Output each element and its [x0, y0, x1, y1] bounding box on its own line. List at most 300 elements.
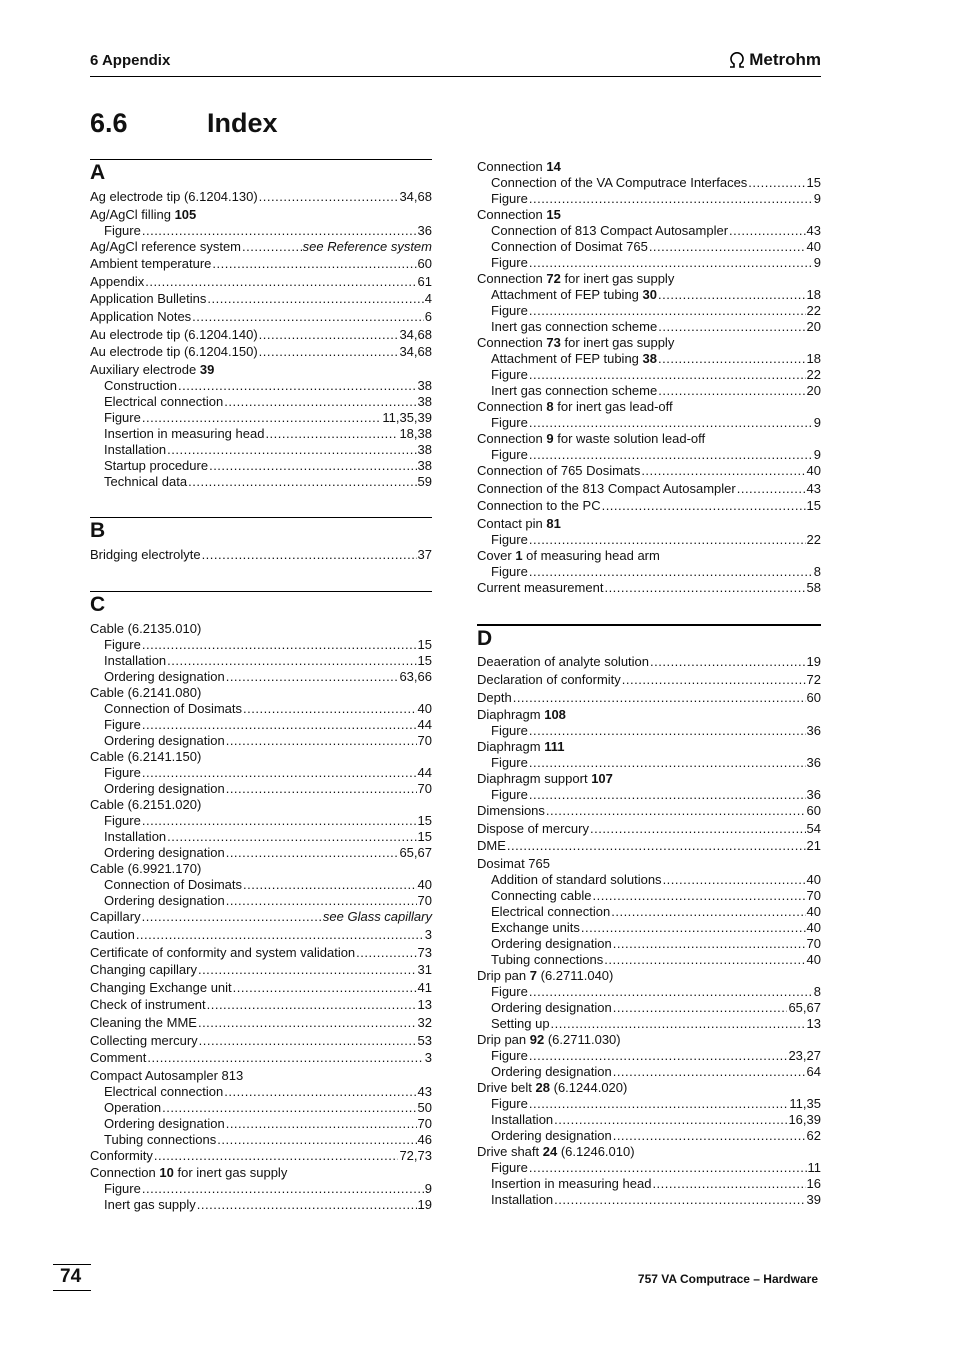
- entry-term: Setting up: [491, 1015, 550, 1031]
- letter-section: [90, 159, 432, 489]
- index-entry: [477, 672, 821, 688]
- entry-label: [491, 936, 612, 952]
- item-number: 10: [159, 1165, 174, 1181]
- index-entry: [90, 327, 432, 343]
- entry-label: [104, 426, 264, 442]
- index-subentry: [104, 829, 432, 845]
- entry-term: Figure: [491, 723, 528, 739]
- entry-label: [491, 984, 528, 1000]
- page-reference: 44: [417, 717, 432, 733]
- index-subentry: [491, 447, 821, 463]
- entry-term: Ag/AgCl reference system: [90, 238, 242, 254]
- dot-leader: [592, 888, 805, 904]
- dot-leader: [581, 920, 806, 936]
- dot-leader: [554, 1112, 787, 1128]
- entry-label: [104, 717, 141, 733]
- entry-term: Insertion in measuring head: [491, 1175, 652, 1191]
- entry-term: Figure: [104, 765, 141, 781]
- page-reference: 21: [806, 838, 821, 854]
- entry-label: [90, 685, 201, 701]
- entry-label: [477, 739, 564, 755]
- dot-leader: [529, 1048, 788, 1064]
- index-subentry: [491, 351, 821, 367]
- page-reference: 20: [806, 319, 821, 334]
- entry-label: [90, 189, 258, 205]
- item-number: 73: [546, 335, 561, 350]
- entry-term: Ordering designation: [491, 1127, 612, 1143]
- index-subentry: [491, 367, 821, 383]
- item-number: 1: [515, 547, 523, 563]
- entry-qualifier: of measuring head arm: [522, 547, 660, 563]
- entry-label: [491, 1096, 528, 1112]
- entry-term: Ambient temperature: [90, 256, 212, 272]
- entry-label: [477, 968, 613, 984]
- entry-label: [104, 701, 242, 717]
- entry-term: Dispose of mercury: [477, 820, 589, 836]
- entry-label: [104, 765, 141, 781]
- entry-label: [104, 1100, 161, 1116]
- page-reference: 39: [806, 1191, 821, 1207]
- entry-term: Exchange units: [491, 919, 580, 935]
- dot-leader: [224, 1084, 416, 1100]
- dot-leader: [529, 415, 813, 431]
- entry-term: Figure: [491, 983, 528, 999]
- entry-term: Inert gas supply: [104, 1197, 196, 1213]
- index-subentry: [491, 287, 821, 303]
- entry-term: Application Bulletins: [90, 291, 207, 307]
- page-reference: 40: [806, 919, 821, 935]
- dot-leader: [613, 1128, 806, 1144]
- entry-term: Ordering designation: [104, 733, 225, 749]
- page-reference: 70: [417, 1115, 432, 1131]
- letter-section: [90, 591, 432, 1213]
- entry-label: [104, 845, 225, 861]
- entry-term: Tubing connections: [491, 951, 604, 967]
- index-entry: [90, 291, 432, 307]
- entry-label: [491, 1128, 612, 1144]
- entry-term: Figure: [491, 531, 528, 547]
- index-subentry: [104, 893, 432, 909]
- index-subentry: [491, 239, 821, 255]
- dot-leader: [198, 962, 417, 978]
- dot-leader: [242, 239, 302, 255]
- index-letter: C: [90, 593, 106, 617]
- index-subentry: [491, 223, 821, 239]
- dot-leader: [142, 637, 417, 653]
- entry-label: [104, 223, 141, 239]
- page-reference: 40: [806, 951, 821, 967]
- entry-term: Technical data: [104, 473, 188, 489]
- entry-label: [104, 1181, 141, 1197]
- entry-qualifier: for inert gas lead-off: [553, 399, 673, 414]
- entry-term: Au electrode tip (6.1204.150): [90, 344, 258, 360]
- entry-term: Startup procedure: [104, 457, 209, 473]
- page-reference: 19: [417, 1197, 432, 1213]
- index-entry: [90, 621, 432, 637]
- dot-leader: [529, 303, 806, 319]
- index-subentry: [104, 394, 432, 410]
- page-reference: 31: [417, 962, 432, 978]
- entry-label: [477, 335, 674, 351]
- index-entry: [477, 159, 821, 175]
- dot-leader: [136, 927, 424, 943]
- dot-leader: [650, 654, 806, 670]
- index-entry: [477, 1080, 821, 1096]
- entry-term: Ordering designation: [491, 1063, 612, 1079]
- entry-label: [90, 749, 201, 765]
- entry-label: [104, 394, 223, 410]
- index-subentry: [104, 1100, 432, 1116]
- dot-leader: [658, 383, 805, 399]
- page-reference: 65,67: [788, 999, 821, 1015]
- entry-term: Figure: [104, 637, 141, 653]
- entry-label: [491, 303, 528, 319]
- entry-label: [477, 690, 512, 706]
- page-reference: 40: [806, 463, 821, 478]
- page-reference: 9: [813, 255, 821, 270]
- page-reference: 60: [806, 689, 821, 705]
- index-subentry: [491, 755, 821, 771]
- index-subentry: [104, 1181, 432, 1197]
- entry-term: Connection of 765 Dosimats: [477, 463, 641, 478]
- entry-term: Connection to the PC: [477, 498, 601, 514]
- dot-leader: [147, 1050, 423, 1066]
- entry-term: Drive belt: [477, 1079, 532, 1095]
- index-subentry: [491, 1176, 821, 1192]
- index-entry: [90, 547, 432, 563]
- page-reference: 6: [424, 309, 432, 324]
- entry-label: [477, 1080, 627, 1096]
- dot-leader: [729, 223, 806, 239]
- dot-leader: [590, 821, 806, 837]
- entry-label: [477, 498, 601, 514]
- entry-term: Connection of the VA Computrace Interfaces: [491, 175, 748, 190]
- dot-leader: [356, 945, 416, 961]
- entry-label: [104, 829, 166, 845]
- index-entry: [90, 1165, 432, 1181]
- entry-term: Drip pan: [477, 1031, 527, 1047]
- index-entry: [477, 431, 821, 447]
- index-subentry: [491, 1128, 821, 1144]
- entry-label: [491, 904, 610, 920]
- page-reference: 40: [417, 877, 432, 893]
- index-entry: [90, 207, 432, 223]
- dot-leader: [226, 669, 399, 685]
- entry-label: [104, 1116, 225, 1132]
- entry-label: [477, 481, 736, 497]
- dot-leader: [162, 1100, 416, 1116]
- entry-label: [491, 872, 662, 888]
- index-entry: [90, 1068, 432, 1084]
- dot-leader: [226, 1116, 417, 1132]
- page-reference: 18: [806, 287, 821, 302]
- index-subentry: [491, 872, 821, 888]
- entry-term: Current measurement: [477, 579, 604, 595]
- entry-label: [491, 351, 657, 367]
- entry-label: [477, 399, 673, 415]
- entry-term: Construction: [104, 377, 177, 393]
- entry-qualifier: for inert gas supply: [560, 335, 675, 350]
- entry-label: [90, 1015, 197, 1031]
- entry-term: Figure: [491, 447, 528, 462]
- index-subentry: [104, 637, 432, 653]
- index-subentry: [104, 813, 432, 829]
- entry-term: Inert gas connection scheme: [491, 383, 658, 398]
- entry-label: [90, 997, 206, 1013]
- page-reference: 9: [813, 447, 821, 462]
- entry-label: [104, 1197, 196, 1213]
- entry-label: [104, 1084, 223, 1100]
- entry-term: Cable (6.2135.010): [90, 621, 202, 637]
- entry-term: Electrical connection: [104, 1083, 224, 1099]
- letter-section: [90, 517, 432, 562]
- dot-leader: [259, 344, 399, 360]
- entry-label: [491, 383, 657, 399]
- index-entry: [477, 335, 821, 351]
- dot-leader: [167, 653, 416, 669]
- page-reference: 38: [417, 457, 432, 473]
- page-reference: 23,27: [788, 1047, 821, 1063]
- entry-label: [104, 877, 242, 893]
- entry-term: Connecting cable: [491, 887, 592, 903]
- entry-label: [90, 797, 201, 813]
- entry-label: [90, 1068, 243, 1084]
- index-subentry: [104, 1132, 432, 1148]
- item-number: 7: [529, 967, 537, 983]
- page-reference: 38: [417, 377, 432, 393]
- index-subentry: [104, 669, 432, 685]
- page-reference: 15: [806, 175, 821, 190]
- index-subentry: [104, 426, 432, 442]
- page-reference: 62: [806, 1127, 821, 1143]
- index-subentry: [491, 564, 821, 580]
- entry-term: Appendix: [90, 273, 145, 289]
- page-reference: 4: [424, 291, 432, 307]
- page-number: 74: [60, 1266, 82, 1287]
- index-entry: [477, 1032, 821, 1048]
- entry-label: [104, 410, 141, 426]
- dot-leader: [652, 1176, 805, 1192]
- page-reference: 15: [417, 637, 432, 653]
- page-reference: 70: [806, 935, 821, 951]
- page-reference: 18: [806, 351, 821, 366]
- index-subentry: [104, 410, 432, 426]
- page-reference: 40: [806, 871, 821, 887]
- dot-leader: [604, 952, 805, 968]
- entry-label: [90, 327, 258, 343]
- entry-label: [104, 653, 166, 669]
- entry-qualifier: for inert gas supply: [560, 271, 675, 286]
- entry-label: [477, 548, 660, 564]
- entry-label: [104, 893, 225, 909]
- index-subentry: [104, 223, 432, 239]
- entry-label: [104, 378, 177, 394]
- index-entry: [477, 516, 821, 532]
- index-subentry: [104, 442, 432, 458]
- entry-qualifier: for waste solution lead-off: [553, 431, 706, 446]
- entry-term: Certificate of conformity and system validation: [90, 944, 356, 960]
- page-reference: 64: [806, 1063, 821, 1079]
- entry-label: [90, 1050, 146, 1066]
- entry-label: [491, 223, 728, 239]
- entry-label: [90, 861, 201, 877]
- page-reference: 36: [806, 723, 821, 739]
- entry-label: [477, 672, 621, 688]
- section-title: 6 Appendix: [90, 52, 171, 69]
- index-subentry: [491, 936, 821, 952]
- page-reference: 8: [813, 983, 821, 999]
- index-subentry: [491, 904, 821, 920]
- entry-term: Insertion in measuring head: [104, 425, 265, 441]
- index-subentry: [491, 984, 821, 1000]
- entry-label: [90, 980, 232, 996]
- page-reference: 58: [806, 579, 821, 595]
- dot-leader: [233, 980, 417, 996]
- entry-term: Changing capillary: [90, 962, 197, 978]
- dot-leader: [748, 175, 805, 191]
- entry-label: [90, 1165, 287, 1181]
- entry-term: Cable (6.2141.150): [90, 749, 202, 765]
- page-reference: 70: [417, 893, 432, 909]
- entry-label: [477, 207, 561, 223]
- entry-label: [104, 781, 225, 797]
- dot-leader: [167, 829, 416, 845]
- index-subentry: [491, 175, 821, 191]
- dot-leader: [529, 367, 806, 383]
- entry-term: Inert gas connection scheme: [491, 319, 658, 334]
- entry-label: [491, 888, 591, 904]
- entry-label: [491, 564, 528, 580]
- index-entry: [90, 1015, 432, 1031]
- entry-term: Depth: [477, 689, 512, 705]
- page-reference: 65,67: [399, 845, 432, 861]
- item-number: 111: [544, 739, 565, 755]
- entry-term: Diaphragm support: [477, 771, 588, 787]
- entry-term: Figure: [491, 1095, 528, 1111]
- dot-leader: [197, 1197, 417, 1213]
- dot-leader: [209, 458, 416, 474]
- index-subentry: [491, 1000, 821, 1016]
- entry-term: Figure: [104, 222, 141, 238]
- index-entry: [477, 739, 821, 755]
- index-subentry: [104, 1084, 432, 1100]
- index-subentry: [104, 717, 432, 733]
- index-subentry: [491, 723, 821, 739]
- brand-name: Metrohm: [749, 50, 821, 69]
- entry-term: Electrical connection: [104, 393, 224, 409]
- entry-term: Conformity: [90, 1147, 153, 1163]
- page-reference: 9: [813, 415, 821, 430]
- entry-term: Ag/AgCl filling: [90, 206, 171, 222]
- entry-label: [477, 159, 561, 175]
- index-entry: [90, 685, 432, 701]
- index-subentry: [491, 1096, 821, 1112]
- index-entry: [477, 803, 821, 819]
- index-entry: [90, 256, 432, 272]
- index-entry: [477, 690, 821, 706]
- entry-term: Cable (6.2151.020): [90, 797, 202, 813]
- footer-rule-top: [53, 1264, 91, 1265]
- entry-label: [477, 771, 613, 787]
- index-subentry: [491, 1016, 821, 1032]
- item-number: 72: [546, 271, 561, 286]
- dot-leader: [192, 309, 424, 325]
- index-subentry: [491, 383, 821, 399]
- dot-leader: [529, 755, 806, 771]
- index-subentry: [104, 1197, 432, 1213]
- dot-leader: [224, 394, 416, 410]
- entry-term: Connection of Dosimats: [104, 877, 243, 893]
- item-number: 28: [535, 1079, 551, 1095]
- page-header: [90, 48, 821, 77]
- dot-leader: [604, 580, 805, 596]
- entry-label: [477, 1144, 635, 1160]
- index-subentry: [491, 191, 821, 207]
- index-entry: [477, 463, 821, 479]
- entry-term: Auxiliary electrode: [90, 361, 197, 377]
- dot-leader: [663, 872, 806, 888]
- index-entry: [90, 980, 432, 996]
- dot-leader: [551, 1016, 806, 1032]
- page-reference: 61: [417, 273, 432, 289]
- page-reference: 15: [806, 498, 821, 514]
- page-reference: 60: [806, 803, 821, 819]
- entry-label: [491, 1000, 612, 1016]
- page-reference: 73: [417, 944, 432, 960]
- dot-leader: [226, 893, 417, 909]
- entry-label: [491, 952, 603, 968]
- dot-leader: [226, 845, 399, 861]
- page-reference: 3: [424, 1050, 432, 1066]
- page-reference: 44: [417, 765, 432, 781]
- entry-term: Figure: [491, 367, 528, 382]
- page-reference: 38: [417, 393, 432, 409]
- entry-term: Changing Exchange unit: [90, 979, 232, 995]
- index-subentry: [104, 1116, 432, 1132]
- item-number: 92: [529, 1031, 545, 1047]
- dot-leader: [188, 474, 416, 490]
- entry-label: [477, 803, 545, 819]
- item-number: 8: [546, 399, 554, 414]
- entry-label: [491, 532, 528, 548]
- page-reference: 34,68: [399, 189, 432, 204]
- entry-label: [477, 580, 603, 596]
- dot-leader: [737, 481, 806, 497]
- dot-leader: [167, 442, 416, 458]
- entry-qualifier: (6.2711.040): [537, 967, 614, 983]
- entry-term: Ordering designation: [491, 999, 612, 1015]
- index-subentry: [491, 1048, 821, 1064]
- entry-term: Dimensions: [477, 803, 545, 819]
- page-reference: 22: [806, 303, 821, 318]
- entry-term: Bridging electrolyte: [90, 546, 201, 562]
- entry-label: [90, 256, 211, 272]
- dot-leader: [554, 1192, 805, 1208]
- page-reference: 11,35: [789, 1095, 821, 1111]
- entry-term: Installation: [104, 441, 167, 457]
- entry-qualifier: for inert gas supply: [173, 1165, 288, 1181]
- dot-leader: [243, 877, 417, 893]
- entry-term: Figure: [491, 1159, 528, 1175]
- page-reference: 13: [806, 1015, 821, 1031]
- index-subentry: [104, 701, 432, 717]
- entry-label: [491, 367, 528, 383]
- item-number: 14: [546, 159, 561, 174]
- entry-label: [491, 191, 528, 207]
- entry-label: [491, 755, 528, 771]
- entry-term: Connection: [477, 159, 543, 174]
- index-entry: [477, 580, 821, 596]
